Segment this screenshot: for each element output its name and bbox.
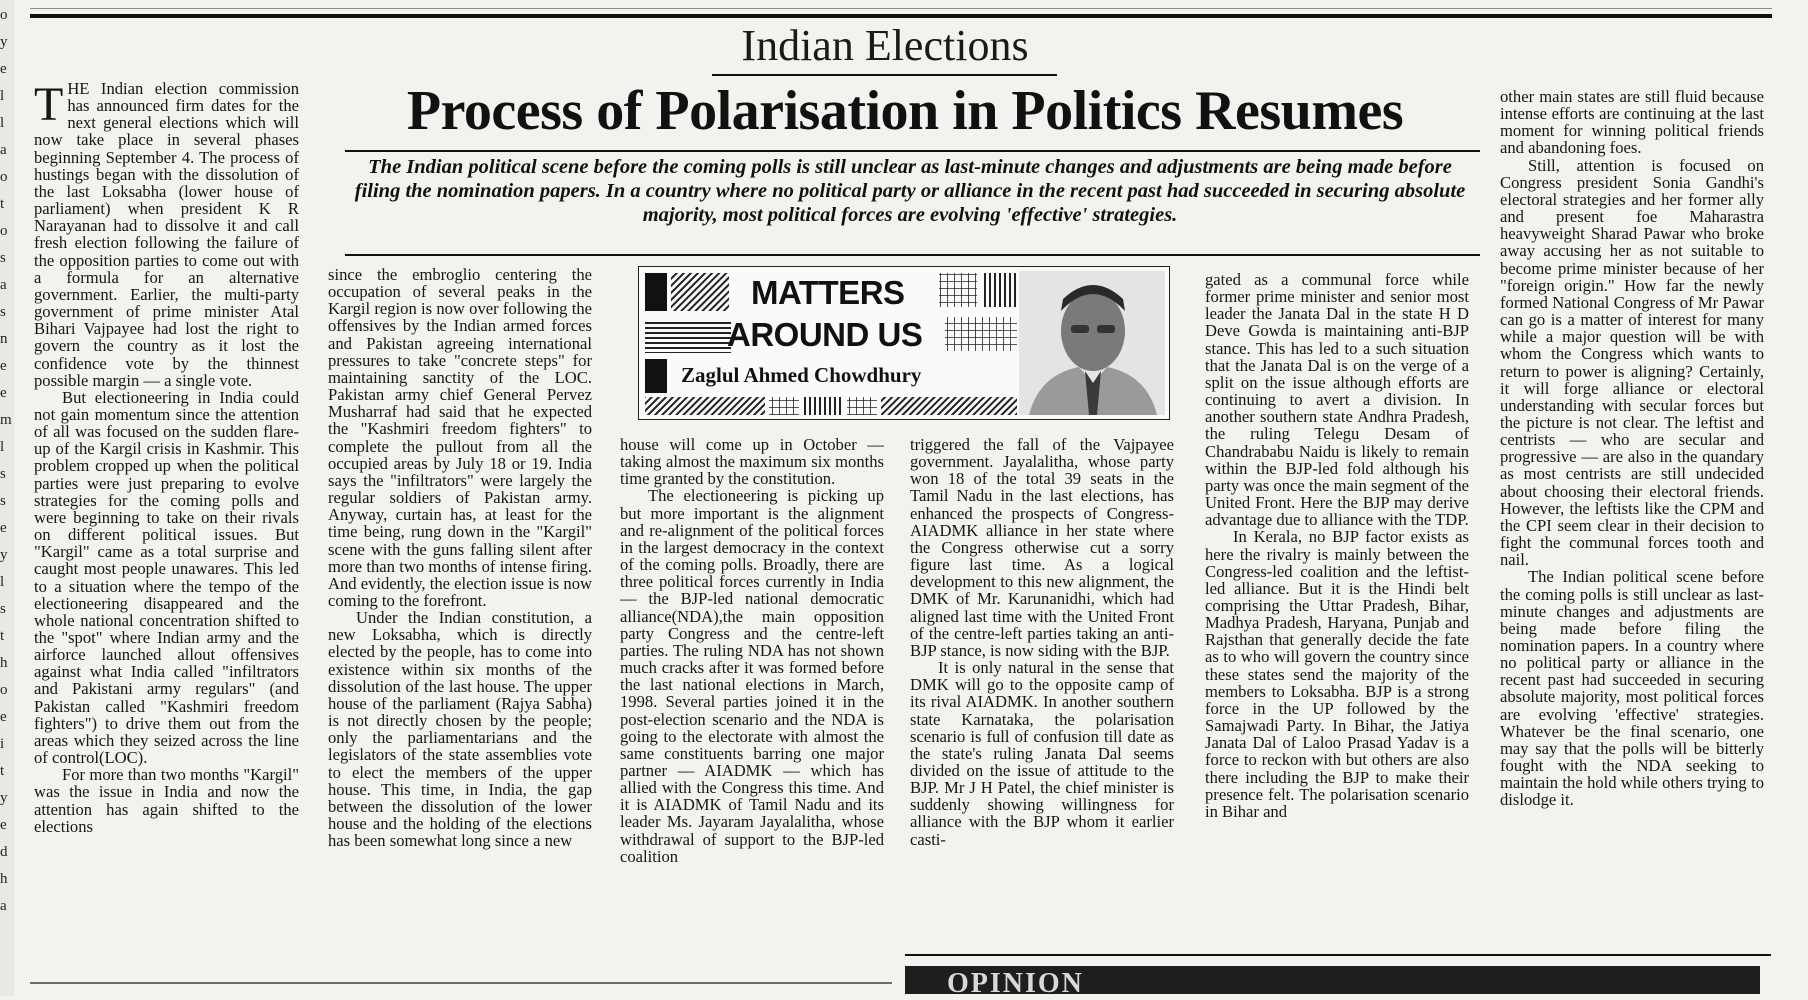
edge-letter: n — [0, 331, 8, 347]
edge-letter: a — [0, 898, 7, 914]
edge-letter: e — [0, 385, 7, 401]
edge-letter: l — [0, 574, 5, 590]
paragraph: Under the Indian constitution, a new Loksabha, which is directly elected by the people, has to come into existence within six months of the dissolution of the last house. The upper house of the parliament (Rajya Sabha) is not directly chosen by the people; only the parliamentarians and the legislators of the state assemblies vote to elect the members of the upper house. This time, in India, the gap between the dissolution of the lower house and the holding of the elections has been somewhat long since a new — [328, 608, 592, 851]
article-column-6 — [1500, 88, 1764, 970]
bottom-rule-right — [905, 954, 1771, 956]
edge-letter: l — [0, 88, 5, 104]
paragraph: In Kerala, no BJP factor exists as here the rivalry is mainly between the Congress-led coalition and the leftist-led alliance. But it is the Hindi belt comprising the Uttar Pradesh, Bihar, Madhya Pradesh, Haryana, Punjab and Rajsthan that generally decide the fate as to who will govern the country since these states send the majority of the members to Loksabha. BJP is a strong force in the UP followed by the Samajwadi Party. In Bihar, the Jatiya Janata Dal of Laloo Prasad Yadav is a force to reckon with but others are also there including the BJP to make their presence felt. The polarisation scenario in Bihar and — [1205, 527, 1469, 821]
drop-cap: T — [34, 80, 64, 131]
paragraph: It is only natural in the sense that DMK will go to the opposite camp of its rival AIADMK. In another southern state Karnataka, the polarisation scenario is full of confusion till date as the state's ruling Janata Dal seems divided on the issue of attitude to the BJP. Mr J H Patel, the chief minister is suddenly showing willingness for alliance with the BJP whom it earlier casti- — [910, 658, 1174, 849]
article-column-4 — [910, 436, 1174, 970]
paragraph: But electioneering in India could not gain momentum since the attention of all was focused on the sudden flare-up of the Kargil crisis in Kashmir. This problem cropped up when the political parties were just preparing to evolve strategies for the coming polls and were beginning to take on their rivals on different political issues. But "Kargil" came as a total surprise and caught most people unawares. This led to a situation where the tempo of the electioneering disappeared and the whole national concentration shifted to the "spot" where Indian army and the airforce launched allout offensives against what India called "infiltrators and Pakistani army regulars" (and Pakistan called "Kashmiri freedom fighters") to drive them out from the areas which they seized across the line of control(LOC). — [34, 387, 299, 768]
deck-bottom-rule — [345, 254, 1480, 256]
column-logo-box — [638, 266, 1170, 420]
edge-letter: l — [0, 115, 5, 131]
kicker-underline — [712, 74, 1057, 76]
edge-letter: s — [0, 493, 6, 509]
edge-letter: d — [0, 844, 8, 860]
edge-letter: h — [0, 871, 8, 887]
paragraph: gated as a communal force while former prime minister and senior most leader the Janata Dal in the state H D Deve Gowda is maintaining anti-BJP stance. This has led to a such situation that the Janata Dal is on the verge of a split on the issue although efforts are continuing to avert a division. In another southern state Andhra Pradesh, the ruling Telegu Desam of Chandrababu Naidu is likely to remain within the BJP-led fold although his party was once the main segment of the United Front. Here the BJP may derive advantage due to alliance with the TDP. — [1205, 271, 1469, 530]
edge-letter: o — [0, 223, 8, 239]
edge-letter: e — [0, 358, 7, 374]
paragraph: The Indian political scene before the coming polls is still unclear as last-minute changes and adjustments are being made before filing the nomination papers. In a country where no political party or alliance in the recent past had succeeded in securing absolute majority, most political forces are evolving 'effective' strategies. Whatever be the final scenario, one may say that the polls will be bitterly fought with the NDA seeking to maintain the hold while others trying to dislodge it. — [1500, 567, 1764, 810]
edge-letter: e — [0, 520, 7, 536]
edge-letter: a — [0, 142, 7, 158]
paragraph: other main states are still fluid because intense efforts are continuing at the last moment for winning political friends and abandoning foes. — [1500, 88, 1764, 158]
edge-letter: t — [0, 763, 5, 779]
edge-letter: s — [0, 250, 6, 266]
bottom-rule-left — [30, 982, 892, 984]
edge-letter: l — [0, 439, 5, 455]
columnist-photo — [1019, 271, 1165, 415]
paragraph: For more than two months "Kargil" was the issue in India and now the attention has again shifted to the elections — [34, 765, 299, 836]
edge-letter: y — [0, 34, 8, 50]
edge-letter: i — [0, 736, 5, 752]
top-rule-thin — [30, 8, 1772, 9]
edge-letter: e — [0, 709, 7, 725]
adjacent-page-edge — [0, 0, 14, 996]
top-rule — [30, 14, 1772, 18]
edge-letter: y — [0, 547, 8, 563]
edge-letter: t — [0, 628, 5, 644]
section-kicker: Indian Elections — [741, 21, 1029, 70]
paragraph: The electioneering is picking up but more important is the alignment and re-alignment of the political forces in the largest democracy in the context of the coming polls. Broadly, there are three political forces currently in India — the BJP-led national democratic alliance(NDA),the main opposition party Congress and the centre-left parties. The ruling NDA has not shown much cracks after it was formed before the last national elections in March, 1998. Several parties joined it in the post-election scenario and the NDA is going to the electorate with almost the same constituents barring one major partner — AIADMK — which has allied with the Congress this time. And it is AIADMK of Tamil Nadu and its leader Ms. Jayaram Jayalalitha, whose withdrawal of support to the BJP-led coalition — [620, 486, 884, 866]
article-column-3 — [620, 436, 884, 970]
headline: Process of Polarisation in Politics Resumes — [406, 80, 1404, 142]
deck-top-rule — [345, 150, 1480, 152]
edge-letter: a — [0, 277, 7, 293]
paragraph: Still, attention is focused on Congress president Sonia Gandhi's electoral strategies and her former ally and present foe Maharastra heavyweight Sharad Pawar who broke away accusing her as not suitable to become prime minister because of her "foreign origin." How far the newly formed National Congress of Mr Pawar can go is a matter of interest for many while a major question will be with whom the Congress which wants to return to power is aligning? Certainly, it will forge alliance or electoral understanding with secular forces but the picture is not clear. The leftist and centrists — who are secular and progressive — are also in the quandary as most centrists are still undecided about choosing their electoral friends. However, the leftists like the CPM and the CPI seem clear in their decision to fight the communal forces tooth and nail. — [1500, 155, 1764, 570]
article-column-2 — [328, 266, 592, 970]
edge-letter: y — [0, 790, 8, 806]
edge-letter: m — [0, 412, 12, 428]
opinion-label: OPINION — [947, 968, 1084, 999]
edge-letter: s — [0, 466, 6, 482]
edge-letter: o — [0, 682, 8, 698]
edge-letter: h — [0, 655, 8, 671]
edge-letter: o — [0, 7, 8, 23]
paragraph: HE Indian election commission has announced firm dates for the next general elections which will now take place in several phases beginning September 4. The process of hustings began with the dissolution of the last Loksabha (lower house of parliament) when president K R Narayanan had to dissolve it and call fresh election following the failure of the opposition parties to come out with a formula for an alternative government. Earlier, the multi-party government of prime minister Atal Bihari Vajpayee had lost the right to govern the country as it lost the confidence vote by the thinnest possible margin — a single vote. — [34, 80, 299, 390]
edge-letter: e — [0, 817, 7, 833]
edge-letter: o — [0, 169, 8, 185]
edge-letter: t — [0, 196, 5, 212]
article-column-1 — [34, 80, 299, 970]
columnist-portrait — [1019, 271, 1165, 415]
paragraph: house will come up in October — taking almost the maximum six months time granted by the constitution. — [620, 436, 884, 489]
paragraph: since the embroglio centering the occupation of several peaks in the Kargil region is now over following the offensives by the Indian armed forces and Pakistan agreeing international pressures to take "concrete steps" for maintaining sanctity of the LOC. Pakistan army chief General Pervez Musharraf had said that he expected the "Kashmiri freedom fighters" to complete the pullout from all the occupied areas by July 18 or 19. India says the "infiltrators" were largely the regular soldiers of Pakistan army. Anyway, curtain has, at least for the time being, rung down in the "Kargil" scene with the guns falling silent after more than two months of intense firing. And evidently, the election issue is now coming to the forefront. — [328, 266, 592, 610]
edge-letter: s — [0, 601, 6, 617]
column-title-line1: MATTERS — [751, 274, 905, 311]
deck: The Indian political scene before the coming polls is still unclear as last-minute changes and adjustments are being made before filing the nomination papers. In a country where no political party or alliance in the recent past had succeeded in securing absolute majority, most political forces are evolving 'effective' strategies. — [354, 156, 1466, 227]
edge-letter: s — [0, 304, 6, 320]
article-column-5 — [1205, 271, 1469, 970]
column-title-line2: AROUND US — [727, 316, 923, 353]
columnist-byline: Zaglul Ahmed Chowdhury — [681, 363, 922, 387]
edge-letter: e — [0, 61, 7, 77]
paragraph: triggered the fall of the Vajpayee government. Jayalalitha, whose party won 18 of the total 39 seats in the Tamil Nadu in the last elections, has enhanced the prospects of Congress-AIADMK alliance in her state where the Congress otherwise cut a sorry figure last time. As a logical development to this new alignment, the DMK of Mr. Karunanidhi, which had aligned last time with the United Front of the centre-left parties taking an anti-BJP stance, is now siding with the BJP. — [910, 436, 1174, 660]
